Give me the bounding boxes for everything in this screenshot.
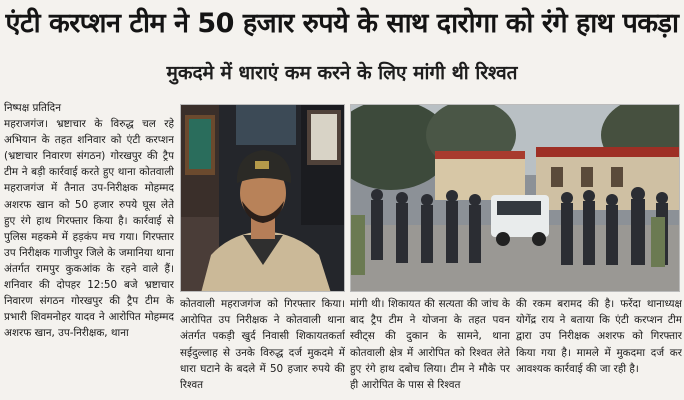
article-column-4: की रकम बरामद की है। फरेंदा थानाध्यक्ष योगेंद्र राय ने बताया कि एंटी करप्शन टीम द्वारा उप निरीक्षक अशरफ को गिरफ्तार किया गया है। मामले में मुकदमा दर्ज कर आवश्यक कार्रवाई की जा रही है। (516, 298, 682, 375)
article-column-2: कोतवाली महराजगंज को गिरफ्तार किया। आरोपित उप निरीक्षक ने कोतवाली थाना अंतर्गत पकड़ी खुर्द निवासी शिकायतकर्ता सईदुल्लाह से उनके विरुद्ध दर्ज मुकदमे में धारा घटाने के बदले में 50 हजार रुपये की रिश्वत (180, 298, 345, 392)
headline: एंटी करप्शन टीम ने 50 हजार रुपये के साथ दारोगा को रंगे हाथ पकड़ा (5, 8, 679, 39)
portrait-image (181, 105, 345, 292)
article-column-1 (4, 100, 174, 396)
crowd-image (351, 105, 680, 292)
photo-police-station-crowd (350, 104, 680, 292)
byline: निष्पक्ष प्रतिदिन (4, 102, 61, 114)
column-1-text: महराजगंज। भ्रष्टाचार के विरुद्ध चल रहे अभियान के तहत शनिवार को एंटी करप्शन (भ्रष्टाचार निवारण संगठन) गोरखपुर की ट्रैप टीम ने बड़ी कार्रवाई करते हुए थाना कोतवाली महराजगंज में तैनात उप-निरीक्षक मोहम्मद अशरफ खान को 50 हजार रुपये घूस लेते हुए रंगे हाथ गिरफ्तार किया है। कार्रवाई से पुलिस महकमे में हड़कंप मच गया। गिरफ्तार उप निरीक्षक गाजीपुर जिले के जमानिया थाना अंतर्गत रामपुर कुकआंक के रहने वाले हैं। शनिवार की दोपहर 12:50 बजे भ्रष्टाचार निवारण संगठन गोरखपुर की ट्रैप टीम के प्रभारी शिवमनोहर यादव ने आरोपित मोहम्मद अशरफ खान, उप-निरीक्षक, थाना (4, 118, 174, 340)
article-column-3: मांगी थी। शिकायत की सत्यता की जांच के बाद ट्रैप टीम ने योजना के तहत पवन स्वीट्स की दुकान के सामने, थाना कोतवाली क्षेत्र में आरोपित को रिश्वत लेते हुए रंगे हाथ दबोच लिया। टीम ने मौके पर ही आरोपित के पास से रिश्वत (350, 298, 510, 392)
photo-accused-portrait (180, 104, 345, 292)
subheadline: मुकदमे में धाराएं कम करने के लिए मांगी थी रिश्वत (166, 62, 518, 84)
